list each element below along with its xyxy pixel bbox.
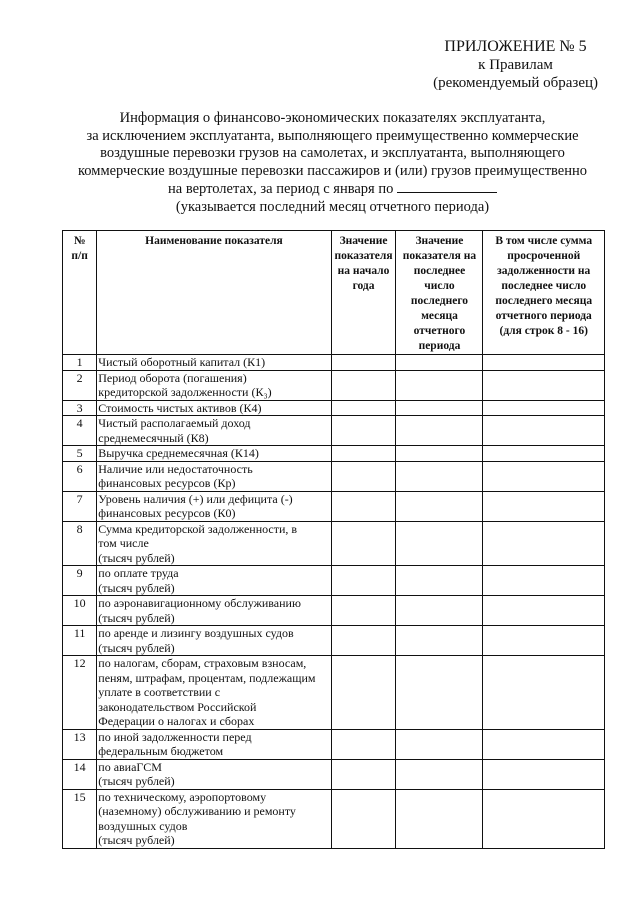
row-number: 14: [63, 759, 97, 789]
header-last-line: месяца: [421, 310, 458, 322]
indicator-name-line: финансовых ресурсов (Кр): [98, 476, 236, 490]
indicator-name-line: по аренде и лизингу воздушных судов: [98, 626, 294, 640]
indicator-name-line: (тысяч рублей): [98, 774, 175, 788]
indicator-name-line: (тысяч рублей): [98, 640, 175, 655]
overdue-value-cell[interactable]: [483, 596, 605, 626]
last-value-cell[interactable]: [396, 446, 483, 462]
heading-line-1: Информация о финансово-экономических показателях эксплуатанта,: [119, 110, 546, 126]
header-start-line: года: [352, 280, 375, 292]
indicator-name-line: федеральным бюджетом: [98, 744, 224, 758]
indicator-name: [97, 596, 331, 626]
overdue-value-cell[interactable]: [483, 729, 605, 759]
table-row: [63, 789, 605, 848]
row-number: 12: [63, 656, 97, 730]
last-value-cell[interactable]: [396, 461, 483, 491]
indicator-name: [97, 370, 331, 400]
indicator-name: [97, 416, 331, 446]
start-value-cell[interactable]: [331, 759, 396, 789]
header-overdue-line: просроченной: [507, 250, 581, 262]
indicator-name: [97, 446, 331, 462]
indicator-name: [97, 759, 331, 789]
header-num-line: №: [73, 235, 86, 247]
row-number: 15: [63, 789, 97, 848]
indicator-name: [97, 729, 331, 759]
start-value-cell[interactable]: [331, 626, 396, 656]
indicator-name-line: Стоимость чистых активов (К4): [98, 400, 262, 415]
header-overdue-line: последнего месяца: [495, 295, 593, 307]
row-number: 7: [63, 491, 97, 521]
indicator-name-line: Чистый располагаемый доход: [98, 416, 251, 430]
overdue-value-cell[interactable]: [483, 355, 605, 371]
indicator-name-line: законодательством Российской: [98, 699, 257, 714]
last-value-cell[interactable]: [396, 566, 483, 596]
last-value-cell[interactable]: [396, 626, 483, 656]
table-row: [63, 626, 605, 656]
indicator-name-line: Наличие или недостаточность: [98, 461, 253, 476]
overdue-value-cell[interactable]: [483, 446, 605, 462]
indicator-name-line: Сумма кредиторской задолженности, в: [98, 521, 298, 536]
header-last-line: число: [424, 280, 455, 292]
table-row: [63, 521, 605, 566]
indicator-name-line: том числе: [98, 536, 149, 550]
indicator-name-line: по техническому, аэропортовому: [98, 789, 267, 804]
header-overdue: [483, 231, 605, 355]
start-value-cell[interactable]: [331, 400, 396, 416]
last-value-cell[interactable]: [396, 789, 483, 848]
indicator-name-line: по аэронавигационному обслуживанию: [98, 596, 301, 610]
start-value-cell[interactable]: [331, 789, 396, 848]
last-value-cell[interactable]: [396, 521, 483, 566]
indicators-table: [62, 230, 605, 849]
start-value-cell[interactable]: [331, 416, 396, 446]
last-value-cell[interactable]: [396, 416, 483, 446]
indicator-name: [97, 355, 331, 371]
indicator-name: [97, 656, 331, 730]
table-row: [63, 370, 605, 400]
table-row: [63, 596, 605, 626]
header-start-line: показателя: [334, 250, 393, 262]
last-value-cell[interactable]: [396, 370, 483, 400]
indicator-name-line: (тысяч рублей): [98, 550, 175, 565]
header-last-line: последнего: [410, 295, 469, 307]
row-number: 3: [63, 400, 97, 416]
last-value-cell[interactable]: [396, 400, 483, 416]
table-row: [63, 400, 605, 416]
indicator-name: [97, 566, 331, 596]
indicator-name-line: Чистый оборотный капитал (К1): [98, 355, 266, 369]
indicator-name-line: воздушных судов: [98, 818, 188, 833]
start-value-cell[interactable]: [331, 521, 396, 566]
header-last-line: последнее: [413, 265, 466, 277]
overdue-value-cell[interactable]: [483, 566, 605, 596]
table-row: [63, 566, 605, 596]
indicator-name-line: кредиторской задолженности (К₃): [98, 385, 272, 399]
appendix-ref: к Правилам: [478, 57, 553, 73]
header-num: [63, 231, 97, 355]
row-number: 1: [63, 355, 97, 371]
row-number: 6: [63, 461, 97, 491]
heading-line-6: (указывается последний месяц отчетного периода): [175, 198, 490, 215]
overdue-value-cell[interactable]: [483, 789, 605, 848]
header-start-value: [331, 231, 396, 355]
document-heading: [60, 110, 605, 216]
last-value-cell[interactable]: [396, 759, 483, 789]
heading-line-5: [60, 180, 605, 199]
start-value-cell[interactable]: [331, 729, 396, 759]
header-num-line: п/п: [71, 250, 88, 262]
indicator-name-line: пеням, штрафам, процентам, подлежащим: [98, 670, 316, 685]
heading-period-text: на вертолетах, за период с января по: [168, 181, 394, 197]
row-number: 2: [63, 370, 97, 400]
heading-line-3: воздушные перевозки грузов на самолетах, и эксплуатанта, выполняющего: [100, 145, 565, 161]
header-last-line: отчетного: [413, 325, 466, 337]
last-value-cell[interactable]: [396, 729, 483, 759]
header-last-line: Значение: [415, 235, 464, 247]
table-row: [63, 416, 605, 446]
start-value-cell[interactable]: [331, 491, 396, 521]
start-value-cell[interactable]: [331, 596, 396, 626]
overdue-value-cell[interactable]: [483, 416, 605, 446]
header-overdue-line: отчетного периода: [495, 310, 592, 322]
indicator-name-line: (тысяч рублей): [98, 610, 175, 625]
overdue-value-cell[interactable]: [483, 656, 605, 730]
indicator-name: [97, 461, 331, 491]
table-row: [63, 461, 605, 491]
indicator-name: [97, 789, 331, 848]
start-value-cell[interactable]: [331, 370, 396, 400]
table-body: [63, 355, 605, 849]
indicator-name-line: уплате в соответствии с: [98, 685, 221, 699]
overdue-value-cell[interactable]: [483, 400, 605, 416]
header-start-line: Значение: [339, 235, 388, 247]
start-value-cell[interactable]: [331, 461, 396, 491]
row-number: 5: [63, 446, 97, 462]
indicator-name-line: (тысяч рублей): [98, 833, 175, 847]
header-overdue-line: последнее число: [501, 280, 587, 292]
indicator-name-line: (наземному) обслуживанию и ремонту: [98, 804, 296, 818]
indicator-name-line: Период оборота (погашения): [98, 370, 247, 385]
heading-line-4: коммерческие воздушные перевозки пассажиров и (или) грузов преимущественно: [77, 162, 587, 179]
indicator-name-line: среднемесячный (К8): [98, 430, 209, 445]
row-number: 8: [63, 521, 97, 566]
indicator-name-line: по авиаГСМ: [98, 759, 162, 774]
last-value-cell[interactable]: [396, 355, 483, 371]
indicator-name-line: по оплате труда: [98, 566, 179, 580]
overdue-value-cell[interactable]: [483, 626, 605, 656]
heading-line-2: за исключением эксплуатанта, выполняющего преимущественно коммерческие: [86, 127, 579, 144]
row-number: 13: [63, 729, 97, 759]
start-value-cell[interactable]: [331, 566, 396, 596]
indicator-name-line: Уровень наличия (+) или дефицита (-): [98, 491, 293, 506]
start-value-cell[interactable]: [331, 656, 396, 730]
appendix-note: (рекомендуемый образец): [433, 75, 598, 91]
header-name: Наименование показателя: [97, 231, 331, 355]
indicator-name-line: (тысяч рублей): [98, 580, 175, 595]
indicator-name: [97, 491, 331, 521]
header-overdue-line: задолженности на: [497, 265, 591, 277]
table-row: [63, 355, 605, 371]
indicator-name-line: финансовых ресурсов (К0): [98, 506, 236, 520]
overdue-value-cell[interactable]: [483, 491, 605, 521]
overdue-value-cell[interactable]: [483, 521, 605, 566]
period-blank-field: [397, 180, 497, 193]
header-overdue-line: (для строк 8 - 16): [499, 325, 588, 337]
indicator-name-line: по иной задолженности перед: [98, 729, 252, 744]
row-number: 10: [63, 596, 97, 626]
header-last-line: показателя на: [402, 250, 477, 262]
last-value-cell[interactable]: [396, 596, 483, 626]
row-number: 9: [63, 566, 97, 596]
table-row: [63, 729, 605, 759]
indicator-name-line: Федерации о налогах и сборах: [98, 714, 255, 728]
appendix-block: [433, 38, 598, 92]
indicator-name: [97, 626, 331, 656]
indicator-name-line: по налогам, сборам, страховым взносам,: [98, 656, 307, 670]
table-header-row: [63, 231, 605, 355]
table-row: [63, 656, 605, 730]
indicator-name-line: Выручка среднемесячная (К14): [98, 446, 259, 460]
start-value-cell[interactable]: [331, 355, 396, 371]
overdue-value-cell[interactable]: [483, 461, 605, 491]
overdue-value-cell[interactable]: [483, 759, 605, 789]
header-last-line: периода: [418, 340, 461, 352]
last-value-cell[interactable]: [396, 491, 483, 521]
header-last-value: [396, 231, 483, 355]
overdue-value-cell[interactable]: [483, 370, 605, 400]
appendix-title: ПРИЛОЖЕНИЕ № 5: [444, 38, 587, 55]
table-row: [63, 446, 605, 462]
row-number: 4: [63, 416, 97, 446]
header-start-line: на начало: [337, 265, 390, 277]
start-value-cell[interactable]: [331, 446, 396, 462]
header-overdue-line: В том числе сумма: [495, 235, 593, 247]
table-row: [63, 491, 605, 521]
last-value-cell[interactable]: [396, 656, 483, 730]
table-row: [63, 759, 605, 789]
indicator-name: [97, 400, 331, 416]
indicator-name: [97, 521, 331, 566]
row-number: 11: [63, 626, 97, 656]
